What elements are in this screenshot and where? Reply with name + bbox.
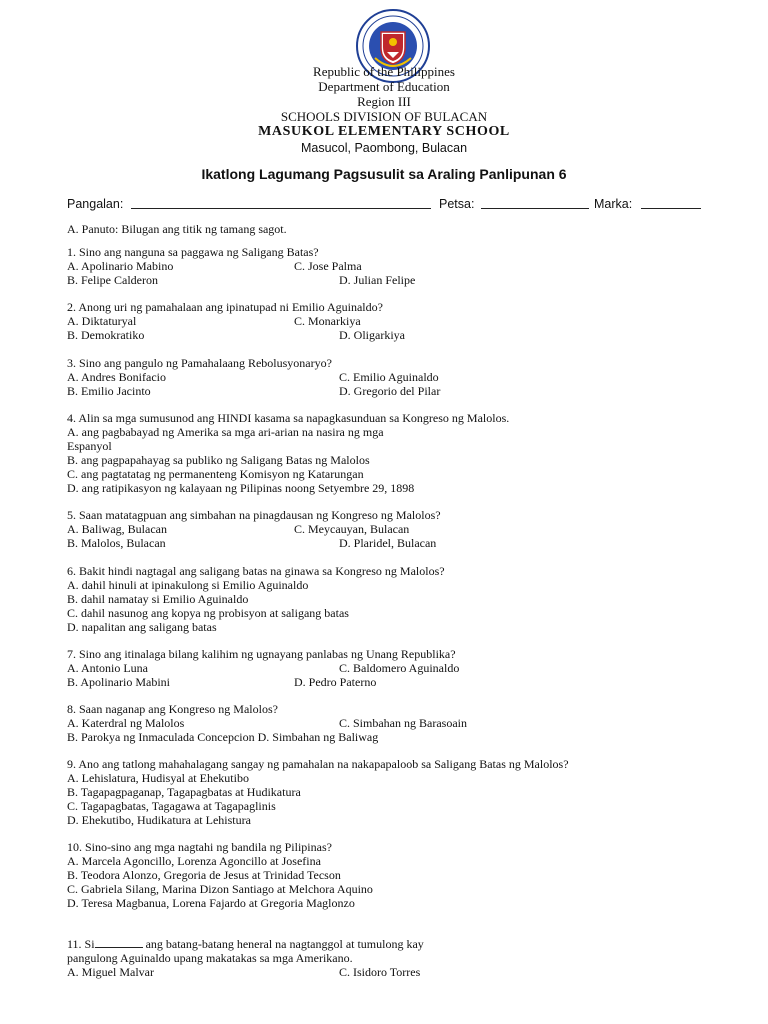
header-country: Republic of the Philippines [313, 64, 455, 79]
choice-d: D. Julian Felipe [339, 273, 416, 287]
fill-in-blank[interactable] [95, 937, 143, 948]
question-text: 1. Sino ang nanguna sa paggawa ng Saligang Batas? [67, 245, 319, 259]
exam-title: Ikatlong Lagumang Pagsusulit sa Araling Panlipunan 6 [201, 166, 567, 182]
choice-b: B. Apolinario Mabini [67, 675, 170, 689]
choice-d: D. Pedro Paterno [294, 675, 377, 689]
choice-a-continued: Espanyol [67, 439, 112, 453]
choice-b-d: B. Parokya ng Inmaculada Concepcion D. Simbahan ng Baliwag [67, 730, 379, 744]
choice-a: A. dahil hinuli at ipinakulong si Emilio Aguinaldo [67, 578, 309, 592]
choice-c: C. Baldomero Aguinaldo [339, 661, 460, 675]
choice-c: C. Gabriela Silang, Marina Dizon Santiago at Melchora Aquino [67, 882, 373, 896]
choice-c: C. dahil nasunog ang kopya ng probisyon at saligang batas [67, 606, 349, 620]
choice-c: C. Emilio Aguinaldo [339, 370, 439, 384]
choice-b: B. ang pagpapahayag sa publiko ng Saligang Batas ng Malolos [67, 453, 370, 467]
choice-a: A. Katerdral ng Malolos [67, 716, 185, 730]
header-department: Department of Education [318, 79, 450, 94]
choice-c: C. Meycauyan, Bulacan [294, 522, 410, 536]
name-field[interactable] [131, 197, 431, 209]
choice-a: A. Apolinario Mabino [67, 259, 174, 273]
choice-b: B. dahil namatay si Emilio Aguinaldo [67, 592, 249, 606]
choice-a: A. Diktaturyal [67, 314, 137, 328]
choice-b: B. Tagapagpaganap, Tagapagbatas at Hudikatura [67, 785, 301, 799]
choice-b: B. Emilio Jacinto [67, 384, 151, 398]
question-text: 3. Sino ang pangulo ng Pamahalaang Rebolusyonaryo? [67, 356, 332, 370]
choice-d: D. napalitan ang saligang batas [67, 620, 217, 634]
question-text-continued: pangulong Aguinaldo upang makatakas sa mga Amerikano. [67, 951, 353, 965]
choice-a: A. Baliwag, Bulacan [67, 522, 167, 536]
choice-b: B. Felipe Calderon [67, 273, 158, 287]
choice-c: C. Isidoro Torres [339, 965, 421, 979]
choice-c: C. Tagapagbatas, Tagagawa at Tagapaglinis [67, 799, 276, 813]
choice-d: D. Gregorio del Pilar [339, 384, 441, 398]
choice-c: C. Monarkiya [294, 314, 361, 328]
question-text: 4. Alin sa mga sumusunod ang HINDI kasama sa napagkasunduan sa Kongreso ng Malolos. [67, 411, 510, 425]
choice-d: D. ang ratipikasyon ng kalayaan ng Pilipinas noong Setyembre 29, 1898 [67, 481, 415, 495]
choice-b: B. Malolos, Bulacan [67, 536, 166, 550]
choice-a: A. Lehislatura, Hudisyal at Ehekutibo [67, 771, 249, 785]
question-text: 9. Ano ang tatlong mahahalagang sangay ng pamahalan na nakapapaloob sa Saligang Batas ng Malolos? [67, 757, 569, 771]
choice-d: D. Ehekutibo, Hudikatura at Lehistura [67, 813, 251, 827]
name-label: Pangalan: [67, 197, 124, 211]
choice-a: A. Antonio Luna [67, 661, 148, 675]
question-suffix: ang batang-batang heneral na nagtanggol at tumulong kay [142, 937, 424, 951]
question-text [67, 937, 424, 951]
score-field[interactable] [641, 197, 701, 209]
header-address: Masucol, Paombong, Bulacan [300, 141, 468, 155]
choice-b: B. Teodora Alonzo, Gregoria de Jesus at Trinidad Tecson [67, 868, 341, 882]
question-text: 2. Anong uri ng pamahalaan ang ipinatupad ni Emilio Aguinaldo? [67, 300, 383, 314]
choice-d: D. Teresa Magbanua, Lorena Fajardo at Gregoria Maglonzo [67, 896, 355, 910]
question-text: 10. Sino-sino ang mga nagtahi ng bandila ng Pilipinas? [67, 840, 332, 854]
choice-a: A. ang pagbabayad ng Amerika sa mga ari-arian na nasira ng mga [67, 425, 384, 439]
choice-a: A. Marcela Agoncillo, Lorenza Agoncillo at Josefina [67, 854, 321, 868]
question-prefix: 11. Si [67, 937, 95, 951]
date-field[interactable] [481, 197, 589, 209]
choice-b: B. Demokratiko [67, 328, 145, 342]
choice-a: A. Miguel Malvar [67, 965, 154, 979]
choice-c: C. ang pagtatatag ng permanenteng Komisyon ng Katarungan [67, 467, 364, 481]
score-label: Marka: [594, 197, 633, 211]
choice-c: C. Simbahan ng Barasoain [339, 716, 467, 730]
choice-a: A. Andres Bonifacio [67, 370, 166, 384]
question-text: 5. Saan matatagpuan ang simbahan na pinagdausan ng Kongreso ng Malolos? [67, 508, 441, 522]
question-text: 8. Saan naganap ang Kongreso ng Malolos? [67, 702, 278, 716]
header-school: MASUKOL ELEMENTARY SCHOOL [258, 124, 510, 139]
choice-d: D. Oligarkiya [339, 328, 405, 342]
choice-c: C. Jose Palma [294, 259, 362, 273]
question-text: 6. Bakit hindi nagtagal ang saligang batas na ginawa sa Kongreso ng Malolos? [67, 564, 445, 578]
instructions: A. Panuto: Bilugan ang titik ng tamang sagot. [67, 222, 287, 236]
header-division: SCHOOLS DIVISION OF BULACAN [280, 109, 488, 124]
choice-d: D. Plaridel, Bulacan [339, 536, 437, 550]
date-label: Petsa: [439, 197, 475, 211]
header-region: Region III [357, 94, 411, 109]
question-text: 7. Sino ang itinalaga bilang kalihim ng ugnayang panlabas ng Unang Republika? [67, 647, 456, 661]
